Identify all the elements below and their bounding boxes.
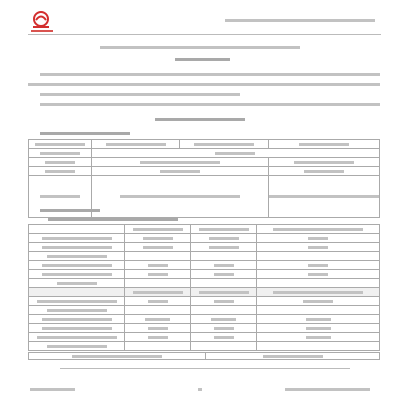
table-2-cell xyxy=(191,333,257,342)
table-2-cell xyxy=(257,279,380,288)
section-heading-2-1 xyxy=(48,218,178,221)
table-2-cell xyxy=(125,261,191,270)
table-2-cell xyxy=(125,225,191,234)
table-1-cell xyxy=(29,167,92,176)
table-2-cell xyxy=(257,297,380,306)
table-2-cell xyxy=(29,234,125,243)
table-2-cell xyxy=(29,306,125,315)
table-2-cell xyxy=(125,234,191,243)
table-1-cell xyxy=(91,176,268,218)
table-2-cell xyxy=(191,225,257,234)
table-2-cell xyxy=(257,243,380,252)
table-2-cell xyxy=(29,324,125,333)
table-2-cell xyxy=(257,342,380,351)
table-2-cell xyxy=(125,252,191,261)
table-2-cell xyxy=(191,315,257,324)
footer-left xyxy=(30,388,75,391)
table-2-cell xyxy=(257,252,380,261)
table-1-cell xyxy=(29,140,92,149)
table-2-cell xyxy=(257,234,380,243)
table-2-cell xyxy=(125,333,191,342)
table-2-cell xyxy=(125,270,191,279)
table-2-cell xyxy=(29,243,125,252)
table-2-cell xyxy=(257,261,380,270)
table-1-cell xyxy=(269,158,380,167)
table-1-cell xyxy=(91,149,379,158)
table-2-cell xyxy=(29,279,125,288)
table-2-cell xyxy=(125,288,191,297)
table-1-cell xyxy=(91,140,180,149)
table-1-cell xyxy=(91,158,268,167)
table-2-cell xyxy=(29,225,125,234)
table-1-cell xyxy=(269,140,380,149)
table-1-cell xyxy=(269,176,380,218)
table-2-cell xyxy=(257,270,380,279)
table-1-cell xyxy=(180,140,269,149)
brand-logo-icon xyxy=(31,11,51,29)
table-2 xyxy=(28,224,380,351)
table-3-cell xyxy=(29,353,206,360)
table-2-cell xyxy=(29,252,125,261)
table-2-cell xyxy=(257,225,380,234)
table-2-cell xyxy=(191,324,257,333)
table-2-cell xyxy=(191,270,257,279)
table-1-cell xyxy=(91,167,268,176)
logo-caption xyxy=(31,30,53,32)
table-2-cell xyxy=(125,342,191,351)
table-2-cell xyxy=(191,252,257,261)
table-2-cell xyxy=(191,288,257,297)
paragraph-line-3 xyxy=(40,93,240,96)
table-2-cell xyxy=(29,270,125,279)
header-text xyxy=(225,19,375,22)
table-2-cell xyxy=(29,297,125,306)
section-heading-2 xyxy=(40,209,100,212)
table-2-cell xyxy=(125,315,191,324)
table-1-cell xyxy=(269,167,380,176)
table-2-cell xyxy=(257,315,380,324)
table-2-cell xyxy=(29,288,125,297)
paragraph-line-2 xyxy=(28,83,380,86)
table-2-cell xyxy=(191,234,257,243)
table-2-cell xyxy=(191,279,257,288)
table-2-cell xyxy=(257,288,380,297)
table-3 xyxy=(28,352,380,360)
table-2-cell xyxy=(29,315,125,324)
section-caption xyxy=(155,118,245,121)
table-2-cell xyxy=(29,261,125,270)
table-3-cell xyxy=(206,353,380,360)
table-2-cell xyxy=(191,297,257,306)
table-2-cell xyxy=(125,297,191,306)
table-2-cell xyxy=(257,333,380,342)
document-title xyxy=(100,46,300,49)
paragraph-line-1 xyxy=(40,73,380,76)
table-1-cell xyxy=(29,149,92,158)
table-2-cell xyxy=(125,243,191,252)
table-2-cell xyxy=(125,324,191,333)
header-divider xyxy=(28,34,381,35)
table-1-cell xyxy=(29,158,92,167)
table-2-cell xyxy=(125,279,191,288)
table-2-cell xyxy=(191,342,257,351)
table-2-cell xyxy=(257,306,380,315)
paragraph-line-4 xyxy=(40,103,380,106)
table-2-cell xyxy=(191,306,257,315)
table-2-cell xyxy=(125,306,191,315)
table-2-cell xyxy=(29,333,125,342)
table-2-cell xyxy=(191,261,257,270)
footer-divider xyxy=(60,368,350,369)
table-2-cell xyxy=(29,342,125,351)
table-2-cell xyxy=(257,324,380,333)
table-2-cell xyxy=(191,243,257,252)
section-heading-1 xyxy=(40,132,130,135)
document-subtitle xyxy=(175,58,230,61)
footer-right xyxy=(285,388,370,391)
page-number xyxy=(198,388,202,391)
table-1 xyxy=(28,139,380,218)
